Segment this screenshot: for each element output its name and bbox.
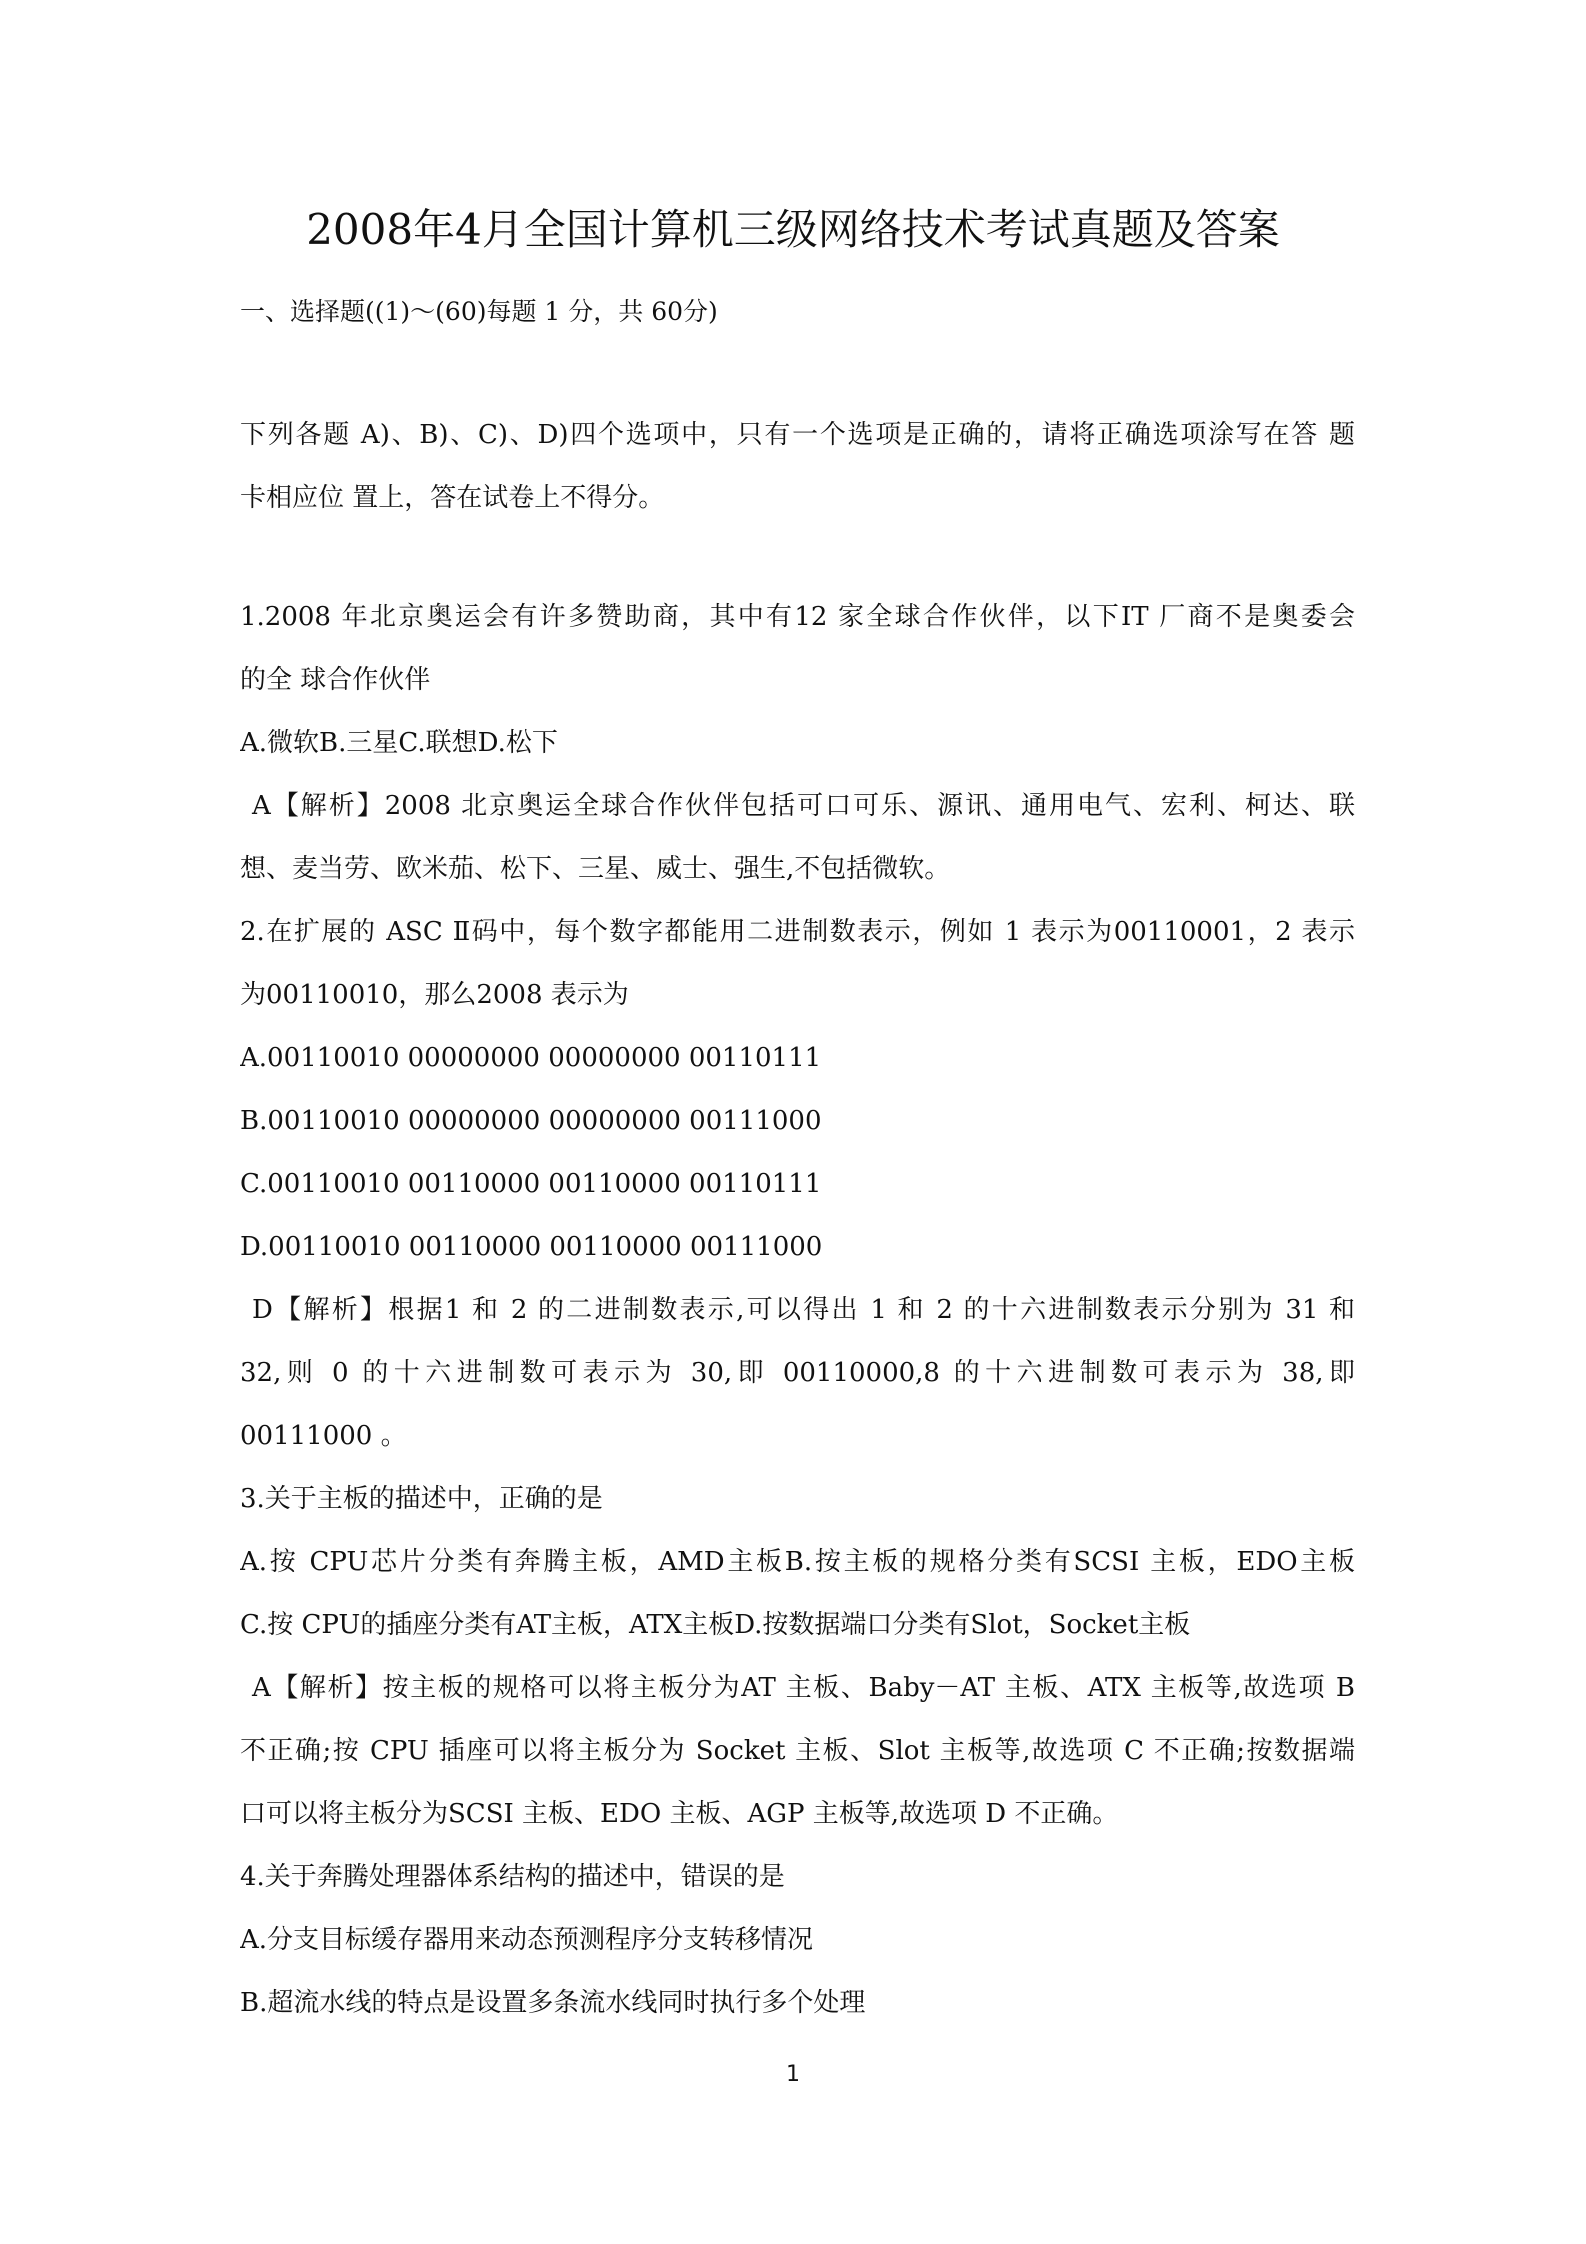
- question-2-option-a: A.00110010 00000000 00000000 00110111: [240, 1043, 822, 1073]
- question-3-options: C.按 CPU的插座分类有AT主板，ATX主板D.按数据端口分类有Slot，Socket主板: [240, 1610, 1191, 1640]
- instruction-line: 卡相应位 置上，答在试卷上不得分。: [240, 483, 665, 513]
- question-3-analysis: A【解析】按主板的规格可以将主板分为AT 主板、Baby－AT 主板、ATX 主板等,故选项 B: [252, 1673, 1355, 1703]
- page-number: 1: [786, 2062, 800, 2087]
- question-3-options: A.按 CPU芯片分类有奔腾主板，AMD主板B.按主板的规格分类有SCSI 主板，EDO主板: [240, 1547, 1355, 1577]
- question-2-option-d: D.00110010 00110000 00110000 00111000: [240, 1232, 823, 1262]
- question-3-analysis: 不正确;按 CPU 插座可以将主板分为 Socket 主板、Slot 主板等,故选项 C 不正确;按数据端: [240, 1736, 1355, 1766]
- instruction-line: 下列各题 A)、B)、C)、D)四个选项中，只有一个选项是正确的，请将正确选项涂写在答 题: [240, 420, 1355, 450]
- question-3-analysis: 口可以将主板分为SCSI 主板、EDO 主板、AGP 主板等,故选项 D 不正确。: [240, 1799, 1119, 1829]
- question-4-option-a: A.分支目标缓存器用来动态预测程序分支转移情况: [240, 1925, 814, 1955]
- question-1-analysis: 想、麦当劳、欧米茄、松下、三星、威士、强生,不包括微软。: [240, 854, 951, 884]
- question-4-option-b: B.超流水线的特点是设置多条流水线同时执行多个处理: [240, 1988, 866, 2018]
- question-2-analysis: 32,则 0 的十六进制数可表示为 30,即 00110000,8 的十六进制数可表示为 38,即: [240, 1358, 1355, 1388]
- question-2-stem: 为00110010，那么2008 表示为: [240, 980, 629, 1010]
- question-1-stem: 的全 球合作伙伴: [240, 665, 431, 695]
- section-heading: 一、选择题((1)～(60)每题 1 分，共 60分): [240, 297, 718, 326]
- question-3-stem: 3.关于主板的描述中，正确的是: [240, 1484, 603, 1514]
- question-2-analysis: 00111000 。: [240, 1421, 407, 1451]
- question-2-analysis: D【解析】根据1 和 2 的二进制数表示,可以得出 1 和 2 的十六进制数表示分别为 31 和: [252, 1295, 1355, 1325]
- question-1-options: A.微软B.三星C.联想D.松下: [240, 728, 558, 758]
- document-title: 2008年4月全国计算机三级网络技术考试真题及答案: [306, 205, 1280, 254]
- question-4-stem: 4.关于奔腾处理器体系结构的描述中，错误的是: [240, 1862, 785, 1892]
- question-2-option-c: C.00110010 00110000 00110000 00110111: [240, 1169, 822, 1199]
- question-2-option-b: B.00110010 00000000 00000000 00111000: [240, 1106, 822, 1136]
- question-1-analysis: A【解析】2008 北京奥运全球合作伙伴包括可口可乐、源讯、通用电气、宏利、柯达、联: [252, 791, 1355, 821]
- question-1-stem: 1.2008 年北京奥运会有许多赞助商，其中有12 家全球合作伙伴，以下IT 厂商不是奥委会: [240, 602, 1355, 632]
- document-body: [240, 404, 1355, 2035]
- question-2-stem: 2.在扩展的 ASC Ⅱ码中，每个数字都能用二进制数表示，例如 1 表示为00110001，2 表示: [240, 917, 1355, 947]
